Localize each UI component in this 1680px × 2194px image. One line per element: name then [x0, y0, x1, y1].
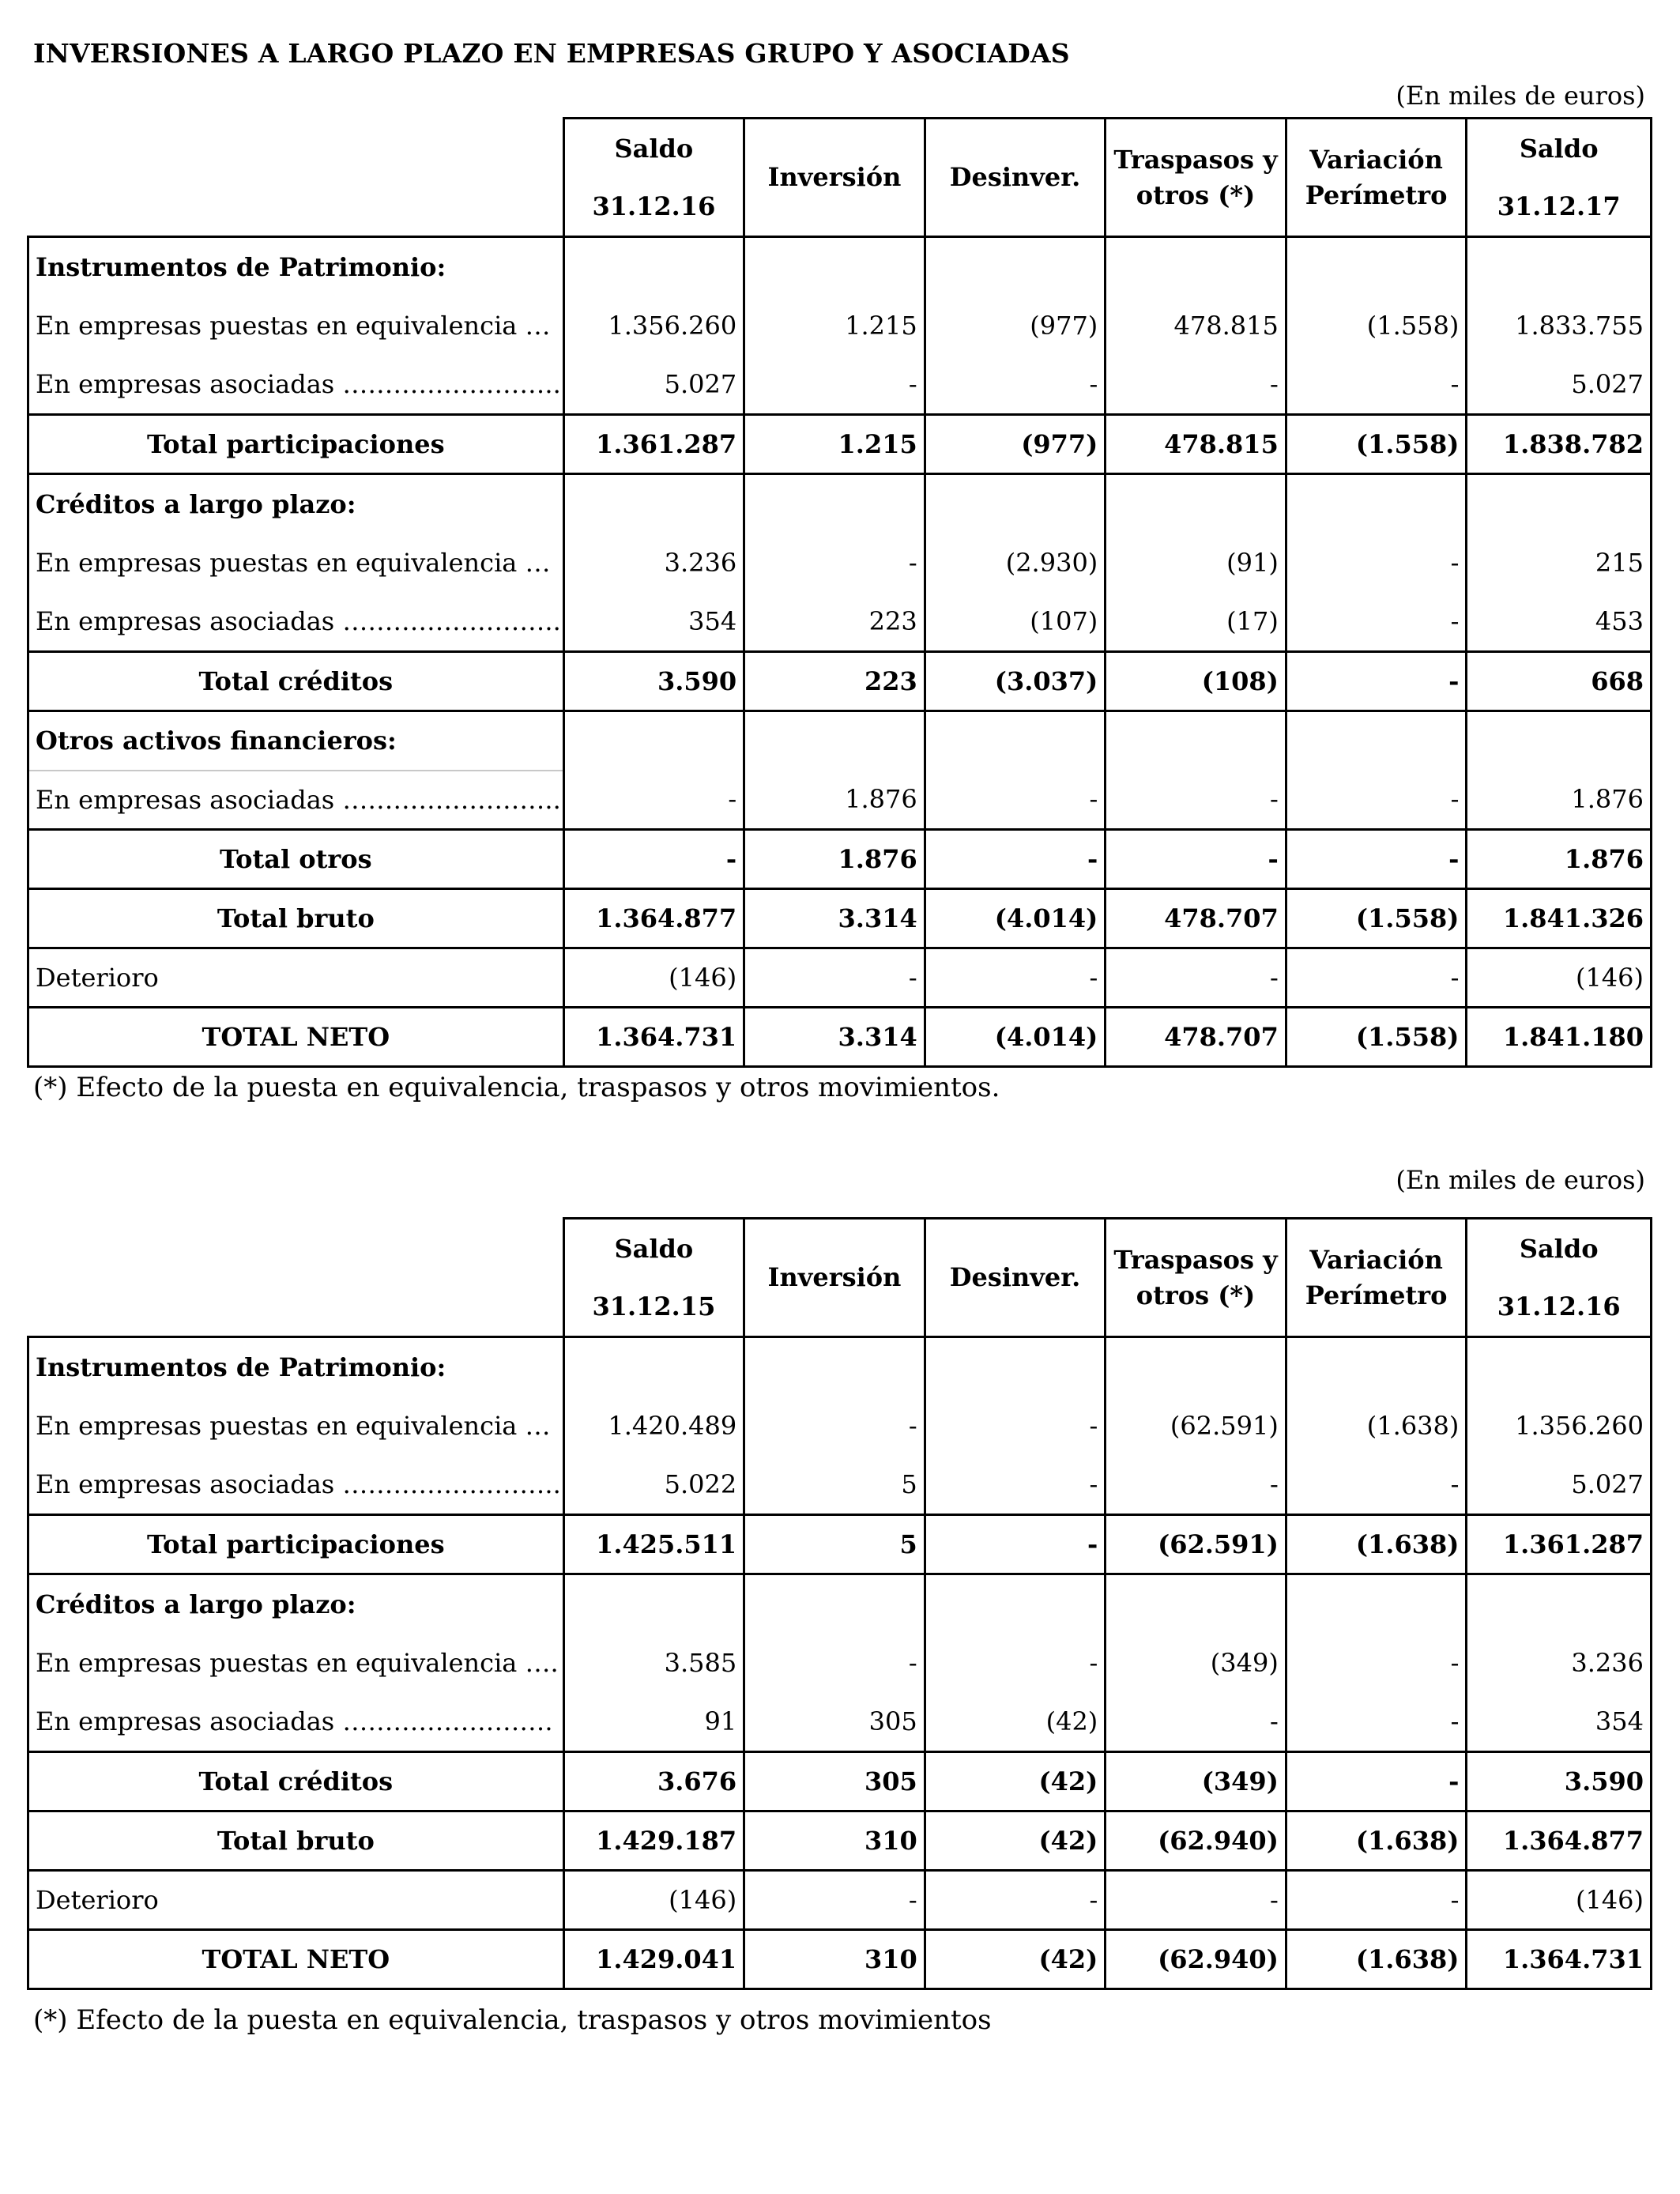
total-value: -	[1286, 830, 1467, 889]
total-value: (1.638)	[1286, 1811, 1467, 1871]
cell-value: -	[925, 1871, 1106, 1930]
cell-value: (17)	[1106, 593, 1286, 652]
units-note: (En miles de euros)	[1396, 1165, 1645, 1195]
total-label: TOTAL NETO	[28, 1008, 564, 1067]
cell-value: 5.027	[563, 356, 744, 415]
total-value: 3.590	[1467, 1752, 1652, 1811]
section-heading: Créditos a largo plazo:	[28, 474, 564, 533]
total-label: Total bruto	[28, 889, 564, 948]
document-title: INVERSIONES A LARGO PLAZO EN EMPRESAS GRUPO Y ASOCIADAS	[33, 38, 1070, 69]
cell-value: 5	[744, 1456, 925, 1515]
cell-value: (146)	[563, 1871, 744, 1930]
total-value: (62.940)	[1106, 1930, 1286, 1989]
total-value: -	[1106, 830, 1286, 889]
cell-value: (146)	[1467, 948, 1652, 1008]
cell-value: 91	[563, 1693, 744, 1752]
cell-value: (42)	[925, 1693, 1106, 1752]
cell-value: 305	[744, 1693, 925, 1752]
cell-value: -	[1286, 1693, 1467, 1752]
header-saldo-inicial: Saldo 31.12.15	[563, 1219, 744, 1337]
cell-value: -	[744, 533, 925, 593]
deterioro-row	[28, 948, 1652, 1008]
total-value: (3.037)	[925, 652, 1106, 711]
total-value: 310	[744, 1811, 925, 1871]
row-label: En empresas puestas en equivalencia …	[28, 1397, 564, 1456]
section-heading-row	[28, 474, 1652, 533]
total-value: -	[1286, 652, 1467, 711]
total-label: Total participaciones	[28, 1515, 564, 1574]
cell-value: 478.815	[1106, 296, 1286, 356]
cell-value: -	[1106, 771, 1286, 830]
cell-value: -	[1286, 1871, 1467, 1930]
cell-value: 1.420.489	[563, 1397, 744, 1456]
section-heading-row	[28, 1574, 1652, 1634]
row-label: En empresas asociadas ……………………..	[28, 771, 564, 830]
total-value: (1.638)	[1286, 1515, 1467, 1574]
row-label: En empresas puestas en equivalencia ….	[28, 1634, 564, 1693]
cell-value: 215	[1467, 533, 1652, 593]
total-label: Total participaciones	[28, 415, 564, 474]
header-saldo-final: Saldo 31.12.17	[1467, 119, 1652, 237]
cell-value: 3.585	[563, 1634, 744, 1693]
total-value: 1.364.877	[1467, 1811, 1652, 1871]
header-inversion: Inversión	[744, 119, 925, 237]
total-label: TOTAL NETO	[28, 1930, 564, 1989]
total-value: -	[925, 830, 1106, 889]
deterioro-row	[28, 1871, 1652, 1930]
section-heading: Créditos a largo plazo:	[28, 1574, 564, 1634]
table-row	[28, 771, 1652, 830]
header-traspasos: Traspasos y otros (*)	[1106, 119, 1286, 237]
cell-value: -	[925, 356, 1106, 415]
total-value: 1.876	[1467, 830, 1652, 889]
header-variacion-perimetro: Variación Perímetro	[1286, 1219, 1467, 1337]
investments-table-2016	[27, 1217, 1652, 1990]
header-inversion: Inversión	[744, 1219, 925, 1337]
section-heading-row	[28, 237, 1652, 296]
row-label: En empresas asociadas …………………….	[28, 1693, 564, 1752]
cell-value: 1.876	[744, 771, 925, 830]
cell-value: 1.215	[744, 296, 925, 356]
total-bruto-row	[28, 1811, 1652, 1871]
total-row	[28, 652, 1652, 711]
row-label: En empresas asociadas ……………………..	[28, 593, 564, 652]
cell-value: (91)	[1106, 533, 1286, 593]
cell-value: -	[1286, 771, 1467, 830]
total-value: 1.429.187	[563, 1811, 744, 1871]
cell-value: 5.027	[1467, 356, 1652, 415]
total-value: 1.215	[744, 415, 925, 474]
total-value: -	[925, 1515, 1106, 1574]
total-value: (42)	[925, 1930, 1106, 1989]
cell-value: (349)	[1106, 1634, 1286, 1693]
cell-value: (62.591)	[1106, 1397, 1286, 1456]
section-heading: Otros activos financieros:	[28, 711, 564, 771]
total-value: (1.558)	[1286, 415, 1467, 474]
total-value: -	[1286, 1752, 1467, 1811]
cell-value: 3.236	[1467, 1634, 1652, 1693]
total-value: (62.940)	[1106, 1811, 1286, 1871]
cell-value: -	[1106, 356, 1286, 415]
cell-value: (1.638)	[1286, 1397, 1467, 1456]
row-label: Deterioro	[28, 1871, 564, 1930]
total-value: (977)	[925, 415, 1106, 474]
total-value: 478.707	[1106, 1008, 1286, 1067]
cell-value: 1.356.260	[563, 296, 744, 356]
total-row	[28, 415, 1652, 474]
table-row	[28, 1693, 1652, 1752]
cell-value: -	[1106, 1456, 1286, 1515]
cell-value: 1.833.755	[1467, 296, 1652, 356]
header-desinversion: Desinver.	[925, 119, 1106, 237]
footnote: (*) Efecto de la puesta en equivalencia, traspasos y otros movimientos	[33, 2004, 992, 2036]
table-row	[28, 1397, 1652, 1456]
table-row	[28, 296, 1652, 356]
total-value: 1.364.731	[1467, 1930, 1652, 1989]
total-neto-row	[28, 1930, 1652, 1989]
cell-value: 354	[1467, 1693, 1652, 1752]
cell-value: (2.930)	[925, 533, 1106, 593]
cell-value: (107)	[925, 593, 1106, 652]
cell-value: -	[1106, 948, 1286, 1008]
total-value: (42)	[925, 1752, 1106, 1811]
footnote: (*) Efecto de la puesta en equivalencia, traspasos y otros movimientos.	[33, 1072, 1000, 1103]
section-heading: Instrumentos de Patrimonio:	[28, 237, 564, 296]
header-desinversion: Desinver.	[925, 1219, 1106, 1337]
total-value: 1.841.326	[1467, 889, 1652, 948]
total-value: (62.591)	[1106, 1515, 1286, 1574]
table-row	[28, 1634, 1652, 1693]
total-value: 1.838.782	[1467, 415, 1652, 474]
total-value: (4.014)	[925, 889, 1106, 948]
cell-value: 453	[1467, 593, 1652, 652]
cell-value: -	[1106, 1693, 1286, 1752]
cell-value: -	[1286, 948, 1467, 1008]
cell-value: (146)	[563, 948, 744, 1008]
investments-table-2017	[27, 117, 1652, 1068]
table-row	[28, 593, 1652, 652]
total-row	[28, 1515, 1652, 1574]
total-value: 3.676	[563, 1752, 744, 1811]
total-label: Total créditos	[28, 1752, 564, 1811]
total-value: 1.429.041	[563, 1930, 744, 1989]
row-label: En empresas puestas en equivalencia …	[28, 533, 564, 593]
cell-value: 1.356.260	[1467, 1397, 1652, 1456]
cell-value: (977)	[925, 296, 1106, 356]
total-label: Total otros	[28, 830, 564, 889]
cell-value: -	[1286, 533, 1467, 593]
cell-value: -	[925, 1397, 1106, 1456]
total-value: 1.361.287	[1467, 1515, 1652, 1574]
total-label: Total bruto	[28, 1811, 564, 1871]
header-row	[28, 119, 1652, 237]
section-heading: Instrumentos de Patrimonio:	[28, 1337, 564, 1397]
total-value: (1.558)	[1286, 1008, 1467, 1067]
total-neto-row	[28, 1008, 1652, 1067]
cell-value: -	[1286, 1634, 1467, 1693]
total-value: (42)	[925, 1811, 1106, 1871]
header-blank	[28, 119, 564, 237]
total-value: 1.364.731	[563, 1008, 744, 1067]
total-value: 1.364.877	[563, 889, 744, 948]
total-value: 478.815	[1106, 415, 1286, 474]
total-value: (4.014)	[925, 1008, 1106, 1067]
header-row	[28, 1219, 1652, 1337]
row-label: En empresas asociadas ……………………..	[28, 356, 564, 415]
cell-value: -	[925, 948, 1106, 1008]
total-value: 1.425.511	[563, 1515, 744, 1574]
header-variacion-perimetro: Variación Perímetro	[1286, 119, 1467, 237]
total-bruto-row	[28, 889, 1652, 948]
total-value: 3.314	[744, 1008, 925, 1067]
table-row	[28, 533, 1652, 593]
row-label: En empresas asociadas ……………………..	[28, 1456, 564, 1515]
cell-value: -	[1106, 1871, 1286, 1930]
cell-value: (146)	[1467, 1871, 1652, 1930]
header-saldo-final: Saldo 31.12.16	[1467, 1219, 1652, 1337]
table-row	[28, 1456, 1652, 1515]
header-blank	[28, 1219, 564, 1337]
total-value: (108)	[1106, 652, 1286, 711]
header-traspasos: Traspasos y otros (*)	[1106, 1219, 1286, 1337]
total-value: 3.314	[744, 889, 925, 948]
total-value: -	[563, 830, 744, 889]
section-heading-row	[28, 711, 1652, 771]
total-value: 1.361.287	[563, 415, 744, 474]
total-value: 1.876	[744, 830, 925, 889]
header-saldo-inicial: Saldo 31.12.16	[563, 119, 744, 237]
total-value: (1.558)	[1286, 889, 1467, 948]
cell-value: -	[744, 1397, 925, 1456]
cell-value: -	[925, 1456, 1106, 1515]
cell-value: -	[744, 1634, 925, 1693]
total-value: (1.638)	[1286, 1930, 1467, 1989]
total-value: 668	[1467, 652, 1652, 711]
cell-value: -	[1286, 593, 1467, 652]
table-row	[28, 356, 1652, 415]
cell-value: -	[744, 948, 925, 1008]
total-value: 1.841.180	[1467, 1008, 1652, 1067]
cell-value: -	[563, 771, 744, 830]
total-row	[28, 1752, 1652, 1811]
cell-value: 1.876	[1467, 771, 1652, 830]
cell-value: -	[744, 1871, 925, 1930]
cell-value: (1.558)	[1286, 296, 1467, 356]
cell-value: -	[744, 356, 925, 415]
total-value: 478.707	[1106, 889, 1286, 948]
cell-value: -	[925, 771, 1106, 830]
total-label: Total créditos	[28, 652, 564, 711]
row-label: Deterioro	[28, 948, 564, 1008]
section-heading-row	[28, 1337, 1652, 1397]
total-value: 310	[744, 1930, 925, 1989]
row-label: En empresas puestas en equivalencia …	[28, 296, 564, 356]
total-value: 3.590	[563, 652, 744, 711]
units-note: (En miles de euros)	[1396, 81, 1645, 111]
cell-value: 5.022	[563, 1456, 744, 1515]
cell-value: -	[1286, 356, 1467, 415]
total-value: 5	[744, 1515, 925, 1574]
cell-value: 5.027	[1467, 1456, 1652, 1515]
cell-value: 3.236	[563, 533, 744, 593]
cell-value: 354	[563, 593, 744, 652]
total-value: (349)	[1106, 1752, 1286, 1811]
total-value: 223	[744, 652, 925, 711]
total-value: 305	[744, 1752, 925, 1811]
cell-value: -	[1286, 1456, 1467, 1515]
total-row	[28, 830, 1652, 889]
cell-value: 223	[744, 593, 925, 652]
cell-value: -	[925, 1634, 1106, 1693]
